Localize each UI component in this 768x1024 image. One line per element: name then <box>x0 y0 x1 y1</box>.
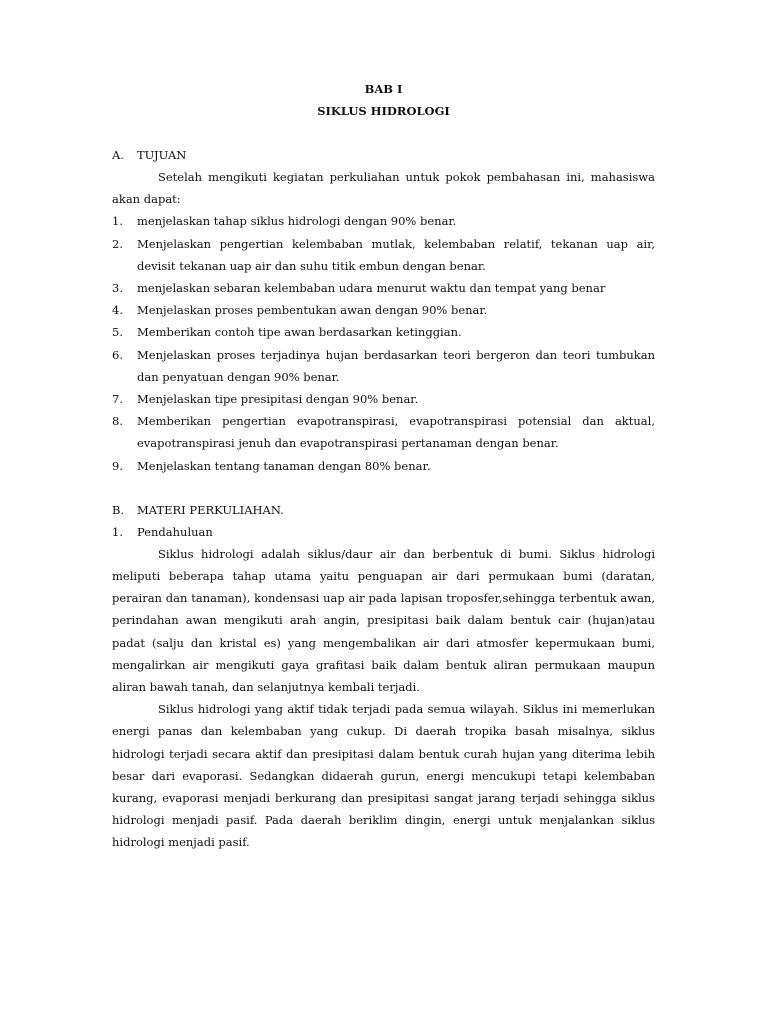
list-item-number: 1. <box>112 214 123 229</box>
list-item <box>112 321 655 343</box>
list-item <box>112 299 655 321</box>
document-body <box>112 74 655 854</box>
subsection-title: Pendahuluan <box>137 524 213 539</box>
section-a-letter: A. <box>112 148 124 162</box>
list-item-number: 4. <box>112 303 123 318</box>
list-item-text: Menjelaskan tentang tanaman dengan 80% benar. <box>137 458 431 473</box>
list-item <box>112 210 655 232</box>
section-b-letter: B. <box>112 502 125 517</box>
body-paragraph: Siklus hidrologi yang aktif tidak terjadi pada semua wilayah. Siklus ini memerlukan energi panas dan kelembaban yang cukup. Di daerah tropika basah misalnya, siklus hidrologi terjadi secara aktif dan presipitasi dalam bentuk curah hujan yang diterima lebih besar dari evaporasi. Sedangkan didaerah gurun, energi mencukupi tetapi kelembaban kurang, evaporasi menjadi berkurang dan presipitasi sangat jarang terjadi sehingga siklus hidrologi menjadi pasif. Pada daerah beriklim dingin, energi untuk menjalankan siklus hidrologi menjadi pasif. <box>112 702 655 850</box>
list-item <box>112 455 655 477</box>
list-item-number: 9. <box>112 458 123 473</box>
list-item-number: 8. <box>112 414 123 429</box>
list-item-text: menjelaskan sebaran kelembaban udara menurut waktu dan tempat yang benar <box>137 281 606 296</box>
list-item <box>112 388 655 410</box>
list-item-number: 6. <box>112 347 123 362</box>
list-item-text: Menjelaskan pengertian kelembaban mutlak, kelembaban relatif, tekanan uap air, devisit tekanan uap air dan suhu titik embun dengan benar. <box>137 236 655 273</box>
list-item-number: 5. <box>112 325 123 340</box>
list-item <box>112 233 655 277</box>
section-b-heading <box>112 499 655 521</box>
section-a-heading <box>112 144 655 166</box>
list-item-text: Menjelaskan proses pembentukan awan dengan 90% benar. <box>137 303 488 318</box>
section-b-title: MATERI PERKULIAHAN. <box>137 502 284 517</box>
page-title: SIKLUS HIDROLOGI <box>317 104 450 118</box>
list-item-number: 7. <box>112 392 123 407</box>
list-item-text: Memberikan pengertian evapotranspirasi, evapotranspirasi potensial dan aktual, evapotranspirasi jenuh dan evapotranspirasi pertanaman dengan benar. <box>137 414 655 451</box>
section-a-intro: Setelah mengikuti kegiatan perkuliahan untuk pokok pembahasan ini, mahasiswa akan dapat: <box>112 170 655 207</box>
list-item-number: 2. <box>112 236 123 251</box>
body-paragraph: Siklus hidrologi adalah siklus/daur air dan berbentuk di bumi. Siklus hidrologi meliputi beberapa tahap utama yaitu penguapan air dari permukaan bumi (daratan, perairan dan tanaman), kondensasi uap air pada lapisan troposfer,sehingga terbentuk awan, perindahan awan mengikuti arah angin, presipitasi baik dalam bentuk cair (hujan)atau padat (salju dan kristal es) yang mengembalikan air dari atmosfer kepermukaan bumi, mengalirkan air mengikuti gaya grafitasi baik dalam bentuk aliran permukaan maupun aliran bawah tanah, dan selanjutnya kembali terjadi. <box>112 546 655 695</box>
subsection-number: 1. <box>112 524 123 539</box>
subsection-heading <box>112 521 655 543</box>
chapter-label: BAB I <box>364 82 403 96</box>
list-item <box>112 344 655 388</box>
objectives-list <box>112 210 655 476</box>
section-a-title: TUJUAN <box>137 148 187 162</box>
list-item <box>112 410 655 454</box>
list-item-text: Memberikan contoh tipe awan berdasarkan ketinggian. <box>137 325 462 340</box>
list-item-text: Menjelaskan tipe presipitasi dengan 90% benar. <box>137 392 419 407</box>
list-item-text: Menjelaskan proses terjadinya hujan berdasarkan teori bergeron dan teori tumbukan dan penyatuan dengan 90% benar. <box>137 347 655 384</box>
list-item-text: menjelaskan tahap siklus hidrologi dengan 90% benar. <box>137 214 457 229</box>
list-item <box>112 277 655 299</box>
list-item-number: 3. <box>112 281 123 296</box>
